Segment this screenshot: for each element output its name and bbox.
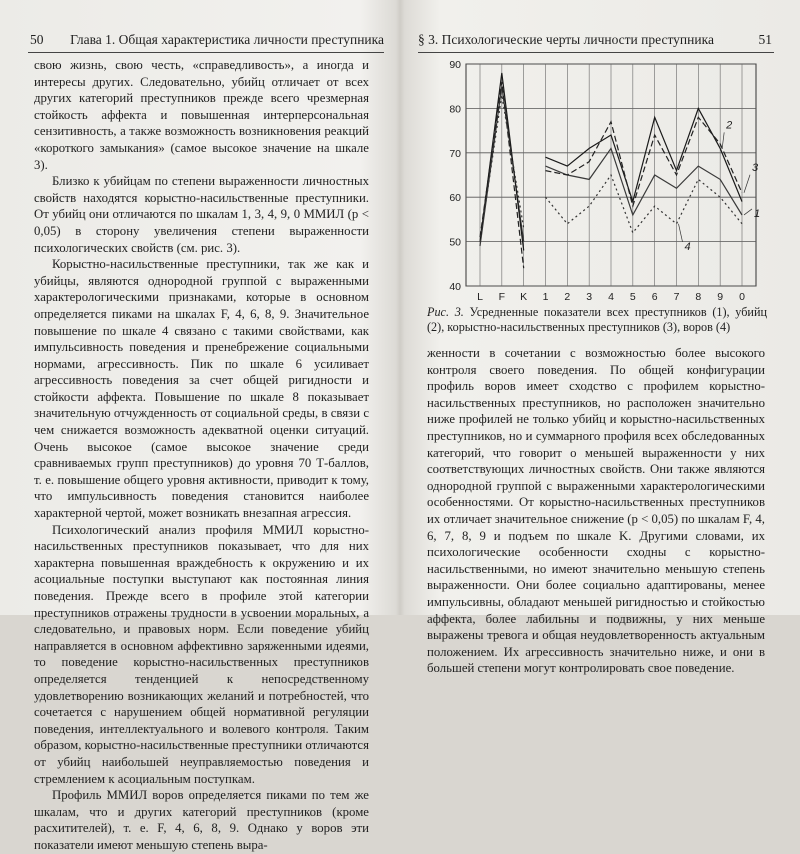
y-tick-label: 50	[449, 236, 461, 249]
y-tick-label: 40	[449, 281, 461, 293]
x-tick-label: F	[498, 291, 506, 303]
paragraph: Профиль ММИЛ воров определяется пиками по тем же шкалам, что и других категорий преступников (кроме расхитителей), т. е. F, 4, 6, 8, 9. Однако у воров эти показатели имеют меньшую степень выра-	[34, 788, 369, 852]
series-label-leader	[744, 209, 752, 215]
x-tick-label: 7	[673, 291, 680, 303]
paragraph: Корыстно-насильственные преступники, так же как и убийцы, являются однородной группой с выраженными характерологическими признаками, которые в основном определяется пиками на шкалах F, 4, 6, 8, 9. Значительное повышение по шкале 4 связано с такими свойствами, как импульсивность поведения и пренебрежение социальными нормами, агрессивность. Пик по шкале 6 усиливает агрессивность поведения за счет общей ригидности и стойкости аффекта. Повышение по шкале 8 показывает значительную отчужденность от социальной среды, в связи с чем снижается возможность адекватной оценки ситуаций. Очень высокое (самое высокое значение среди сравниваемых групп преступников) до уровня 70 Т-баллов, т. е. повышение общего уровня активности, приводит к тому, что импульсивность поведения становится наиболее характерной чертой, может возникать внезапная агрессия.	[34, 257, 369, 521]
y-tick-label: 60	[449, 192, 461, 205]
series-line-4	[546, 175, 743, 233]
paragraph: женности в сочетании с возможностью более высокого контроля своего поведения. По общей конфигурации профиль воров имеет сходство с профилем корыстно-насильственных преступников, но расположен значительно ниже профилей не только убийц и корыстно-насильственных преступников, но и суммарного профиля всех обследованных категорий, что говорит о меньшей выраженности у них соответствующих личностных свойств. Они также являются однородной группой с выраженными характерологическими особенностями. От корыстно-насильственных преступников их отличает значительное снижение (p < 0,05) по шкалам F, 4, 6, 7, 8, 9 и подъем по шкале K. Другими словами, их психологические особенности сходны с корыстно-насильственными, но имеют значительно меньшую степень выраженности. Они более социально адаптированы, менее импульсивны, обладают меньшей ригидностью и стойкостью аффекта, более лабильны и подвижны, у них меньше выражены тревога и общая неудовлетворенность актуальным положением. Их агрессивность значительно ниже, и они в большей степени могут контролировать свое поведение.	[427, 346, 765, 676]
right-page	[400, 0, 800, 676]
paragraph: свою жизнь, свою честь, «справедливость», а иногда и интересы других. Следовательно, убийц отличает от всех других категорий преступников прежде всего чрезмерная стойкость аффекта и повышенная интерперсональная сензитивность, а также возможность возникновения реакций «короткого замыкания» (самое высокое значение на шкале 3).	[34, 58, 369, 172]
x-tick-label: 0	[739, 291, 745, 303]
page-number-right: 51	[758, 32, 772, 47]
series-line-2	[546, 108, 743, 201]
x-tick-label: 5	[629, 291, 636, 303]
paragraph: Близко к убийцам по степени выраженности личностных свойств находятся корыстно-насильственные преступники. От убийц они отличаются по шкалам 1, 3, 4, 9, 0 ММИЛ (p < 0,05) в сторону увеличения степени выраженности психологических свойств (см. рис. 3).	[34, 174, 369, 255]
chart-svg	[418, 54, 798, 304]
x-tick-label: 1	[542, 291, 549, 303]
series-label-leader	[744, 175, 750, 193]
series-label-leader	[679, 224, 683, 242]
x-tick-label: 3	[586, 291, 593, 303]
x-tick-label: K	[520, 291, 528, 303]
y-tick-label: 70	[449, 147, 461, 160]
running-head-right	[418, 30, 774, 53]
mmpi-profile-chart	[418, 54, 798, 304]
series-label-leader	[722, 132, 724, 148]
series-label: 4	[684, 240, 691, 253]
y-tick-label: 90	[449, 59, 461, 71]
x-tick-label: 6	[651, 291, 658, 303]
figure-caption	[427, 305, 767, 335]
x-tick-label: L	[477, 291, 483, 303]
x-tick-label: 9	[717, 291, 724, 303]
paragraph: Психологический анализ профиля ММИЛ корыстно-насильственных преступников показывает, что для них характерна повышенная враждебность к окружению и их асоциальные поступки выступают как постоянная линия поведения. Прежде всего в профиле этой категории преступников отражены трудности в усвоении моральных, а следовательно, и правовых норм. Если поведение убийц направляется в основном аффективно заряженными идеями, то поведение корыстно-насильственных преступников определяется тенденцией к непосредственному удовлетворению возникающих желаний и потребностей, что сочетается с нарушением общей нормативной регуляции поведения, интеллектуального и волевого контроля. Таким образом, корыстно-насильственные преступники отличаются от убийц наибольшей неуправляемостью поведения и стремлением к асоциальным поступкам.	[34, 522, 369, 786]
right-body-text	[427, 345, 765, 677]
chapter-title: Глава 1. Общая характеристика личности преступника	[70, 32, 384, 47]
y-tick-label: 80	[449, 103, 461, 116]
series-label: 3	[752, 161, 759, 174]
x-tick-label: 2	[564, 291, 571, 303]
series-label: 1	[754, 207, 761, 220]
caption-label: Рис. 3.	[427, 305, 464, 319]
left-body-text	[34, 57, 369, 854]
left-page	[0, 0, 400, 852]
x-tick-label: 4	[608, 291, 614, 303]
running-head-left	[28, 30, 384, 53]
x-tick-label: 8	[695, 291, 702, 303]
caption-text: Усредненные показатели всех преступников (1), убийц (2), корыстно-насильственных преступников (3), воров (4)	[427, 305, 767, 334]
series-label: 2	[726, 119, 733, 132]
page-number-left: 50	[30, 32, 44, 47]
section-title: § 3. Психологические черты личности преступника	[418, 32, 714, 47]
